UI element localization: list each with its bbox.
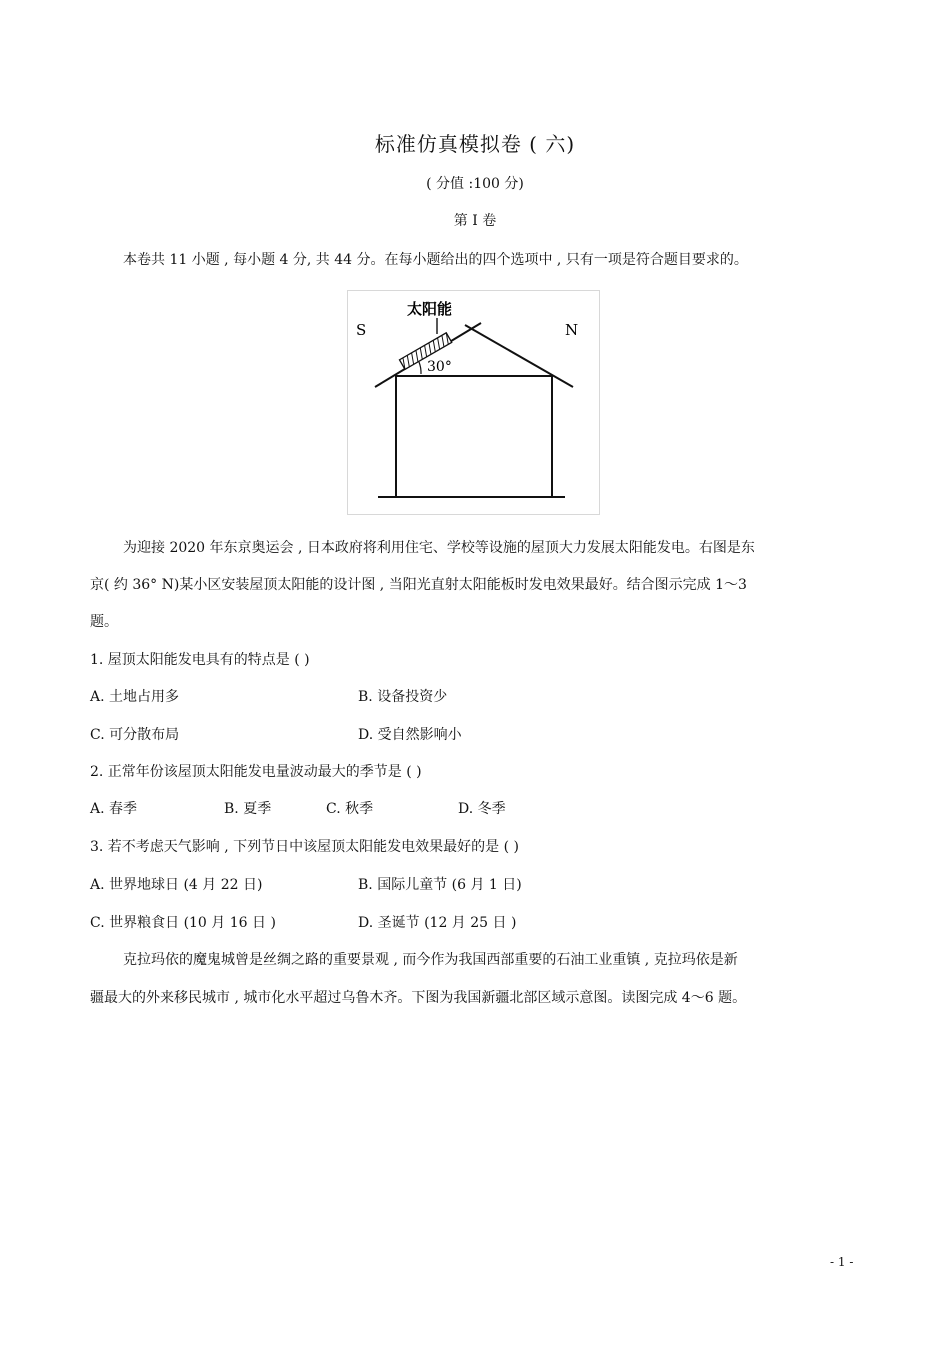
q1-option-a: A. 土地占用多: [90, 689, 180, 705]
q1-stem: 1. 屋顶太阳能发电具有的特点是 ( ): [90, 652, 310, 668]
solar-label: 太阳能: [407, 300, 453, 318]
passage2-line2: 疆最大的外来移民城市 , 城市化水平超过乌鲁木齐。下图为我国新疆北部区域示意图。读图完成 4～6 题。: [90, 990, 747, 1006]
q1-option-c: C. 可分散布局: [90, 727, 180, 743]
house-solar-figure: [347, 290, 600, 515]
page-title: 标准仿真模拟卷 ( 六): [374, 132, 576, 156]
q3-option-b: B. 国际儿童节 (6 月 1 日): [358, 877, 522, 893]
page-number: - 1 -: [830, 1255, 854, 1269]
north-label: N: [565, 321, 579, 339]
instructions: 本卷共 11 小题 , 每小题 4 分, 共 44 分。在每小题给出的四个选项中 , 只有一项是符合题目要求的。: [123, 252, 748, 268]
score-note: ( 分值 :100 分): [426, 176, 524, 192]
passage2-line1: 克拉玛依的魔鬼城曾是丝绸之路的重要景观 , 而今作为我国西部重要的石油工业重镇 , 克拉玛依是新: [123, 952, 738, 968]
q2-option-c: C. 秋季: [326, 801, 374, 817]
q2-option-b: B. 夏季: [224, 801, 272, 817]
roof-north: [465, 325, 573, 387]
passage1-line3: 题。: [90, 614, 118, 630]
q3-stem: 3. 若不考虑天气影响 , 下列节日中该屋顶太阳能发电效果最好的是 ( ): [90, 839, 519, 855]
q2-option-d: D. 冬季: [458, 801, 506, 817]
figure-frame: [348, 291, 600, 515]
q2-option-a: A. 春季: [90, 801, 138, 817]
passage1-line2: 京( 约 36° N)某小区安装屋顶太阳能的设计图 , 当阳光直射太阳能板时发电效果最好。结合图示完成 1～3: [90, 577, 747, 593]
q3-option-c: C. 世界粮食日 (10 月 16 日 ): [90, 915, 276, 931]
angle-label: 30°: [427, 359, 452, 375]
q1-option-d: D. 受自然影响小: [358, 727, 462, 743]
south-label: S: [356, 321, 367, 339]
section-heading: 第 I 卷: [453, 213, 497, 229]
passage1-line1: 为迎接 2020 年东京奥运会 , 日本政府将利用住宅、学校等设施的屋顶大力发展太阳能发电。右图是东: [123, 540, 755, 556]
q2-stem: 2. 正常年份该屋顶太阳能发电量波动最大的季节是 ( ): [90, 764, 422, 780]
q3-option-a: A. 世界地球日 (4 月 22 日): [90, 877, 263, 893]
angle-arc: [419, 362, 421, 374]
q1-option-b: B. 设备投资少: [358, 689, 448, 705]
q3-option-d: D. 圣诞节 (12 月 25 日 ): [358, 915, 517, 931]
